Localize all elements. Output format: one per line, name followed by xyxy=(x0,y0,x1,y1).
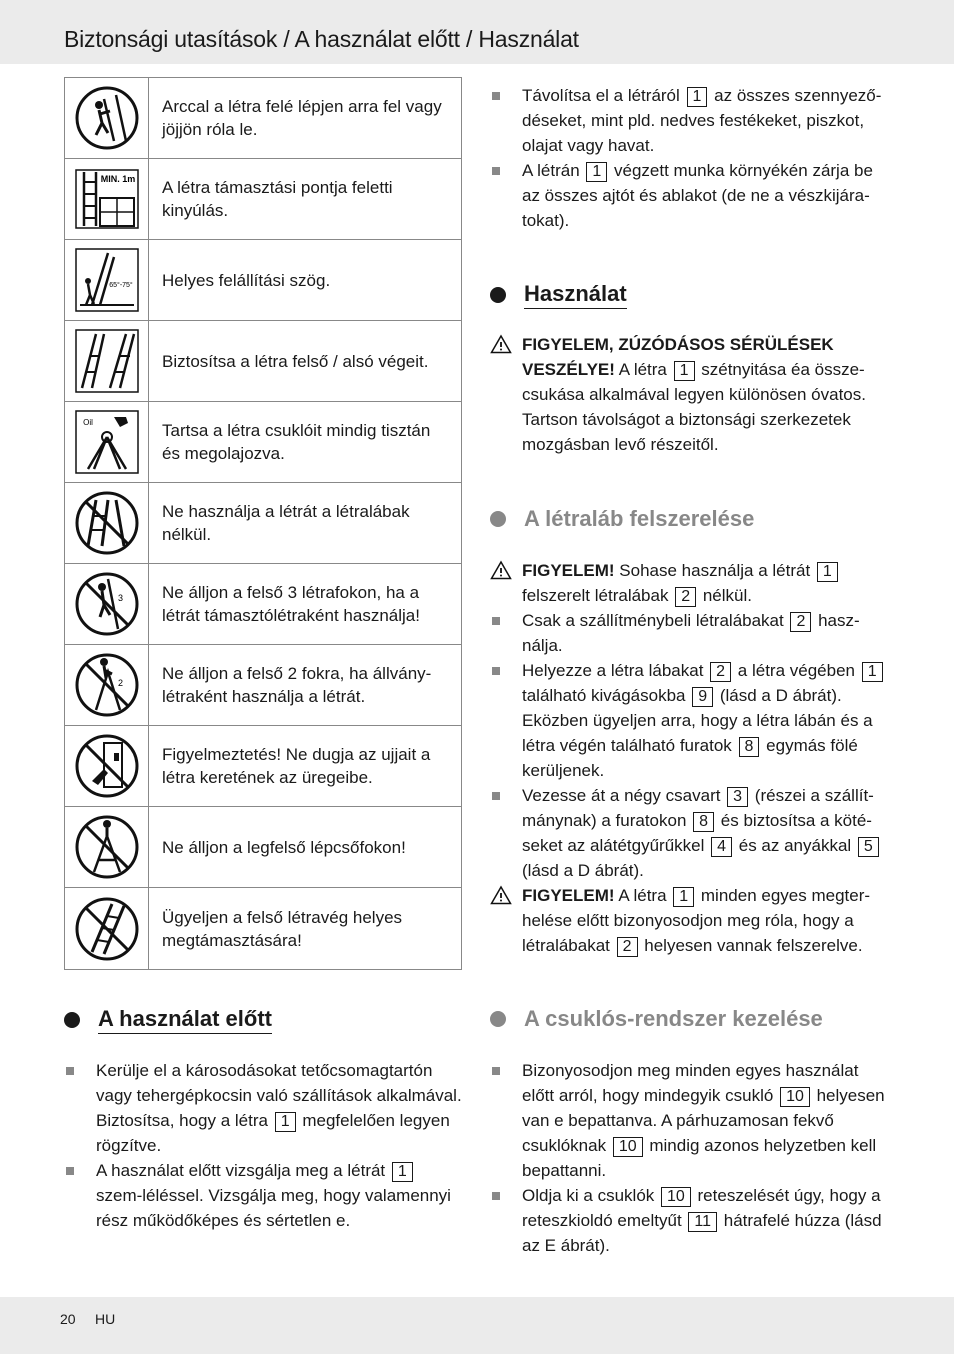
table-row xyxy=(65,564,461,645)
no-top-2-steps-icon xyxy=(74,652,140,718)
icon-label: 3 xyxy=(117,593,123,603)
text-run: Kerülje el a károsodásokat tetőcsomagtartón vagy tehergépkocsin való szállítások alkalmával. Biztosítsa, hogy a létra xyxy=(96,1061,462,1130)
part-number-box: 2 xyxy=(790,612,811,632)
part-number-box: 11 xyxy=(688,1212,717,1232)
table-text: Arccal a létra felé lépjen arra fel vagy jöjjön róla le. xyxy=(162,97,442,139)
text-run: (lásd a D ábrát). Eközben ügyeljen arra, hogy a létra lábán és a létra végén található furatok xyxy=(522,686,873,755)
ladder-extension-min-1m-icon xyxy=(74,168,140,230)
text-run: reteszelését úgy, hogy a reteszkioldó emeltyűt xyxy=(522,1186,881,1230)
part-number-box: 1 xyxy=(673,887,694,907)
ladder-secure-ends-icon xyxy=(74,328,140,394)
text-run: a létra végében xyxy=(733,661,860,680)
text-run: található kivágásokba xyxy=(522,686,691,705)
warning-triangle-icon xyxy=(490,334,512,354)
text-run: felszerelt létralábak xyxy=(522,586,674,605)
text-run: (lásd a D ábrát). xyxy=(522,861,644,880)
text-run: az összes szennyező-déseket, mint pld. nedves festékeket, piszkot, olajat vagy havat. xyxy=(522,86,882,155)
language-code: HU xyxy=(95,1311,116,1327)
list-item xyxy=(490,1183,892,1258)
table-row xyxy=(65,483,461,564)
table-row xyxy=(65,321,461,402)
part-number-box: 1 xyxy=(817,562,838,582)
climb-facing-ladder-icon xyxy=(74,85,140,151)
text-run: helyesen van e bepattanva. A párhuzamosan fekvő csuklóknak xyxy=(522,1086,885,1155)
list-item xyxy=(490,158,892,233)
warning-item: FIGYELEM! A létra 1 minden egyes megter-helése előtt bizonyosodjon meg róla, hogy a létralábakat 2 helyesen vannak felszerelve. xyxy=(490,883,892,958)
table-text: A létra támasztási pontja feletti kinyúlás. xyxy=(162,178,393,220)
part-number-box: 1 xyxy=(275,1112,296,1132)
part-number-box: 5 xyxy=(858,837,879,857)
icon-label: 2 xyxy=(117,678,123,688)
part-number-box: 2 xyxy=(675,587,696,607)
safety-table xyxy=(64,77,462,970)
right-top-list xyxy=(490,83,892,233)
feet-heading: A létraláb felszerelése xyxy=(490,506,754,532)
part-number-box: 1 xyxy=(862,662,883,682)
part-number-box: 10 xyxy=(661,1187,691,1207)
no-ladder-without-feet-icon xyxy=(74,490,140,556)
part-number-box: 1 xyxy=(687,87,708,107)
table-text: Ne használja a létrát a létralábak nélkül. xyxy=(162,502,410,544)
text-run: Sohase használja a létrát xyxy=(614,561,815,580)
part-number-box: 1 xyxy=(392,1162,413,1182)
list-item xyxy=(490,1058,892,1183)
joints-list xyxy=(490,1058,892,1258)
part-number-box: 8 xyxy=(739,737,760,757)
text-run: nélkül. xyxy=(698,586,752,605)
table-row xyxy=(65,78,461,159)
table-text: Ne álljon a felső 2 fokra, ha állvány-létraként használja a létrát. xyxy=(162,664,432,706)
text-run: A létrán xyxy=(522,161,585,180)
icon-label: Oil xyxy=(82,418,93,427)
table-text: Ne álljon a felső 3 létrafokon, ha a létrát támasztólétraként használja! xyxy=(162,583,420,625)
text-run: végzett munka környékén zárja be az összes ajtót és ablakot (de ne a vészkijára-tokat). xyxy=(522,161,873,230)
table-text: Helyes felállítási szög. xyxy=(162,270,331,290)
before-use-heading: A használat előtt xyxy=(64,1006,272,1034)
text-run: Csak a szállítménybeli létralábakat xyxy=(522,611,789,630)
table-row xyxy=(65,402,461,483)
warning-triangle-icon xyxy=(490,560,512,580)
table-text: Ügyeljen a felső létravég helyes megtámasztására! xyxy=(162,907,403,950)
feet-list xyxy=(490,558,892,958)
oil-joints-icon xyxy=(74,409,140,475)
text-run: szem-léléssel. Vizsgálja meg, hogy valamennyi rész működőképes és sértetlen e. xyxy=(96,1186,451,1230)
part-number-box: 4 xyxy=(711,837,732,857)
table-text: Ne álljon a legfelső lépcsőfokon! xyxy=(162,837,406,857)
text-run: szétnyitása éa össze-csukása alkalmával legyen különösen óvatos. Tartson távolságot a biztonsági szerkezetek mozgásban levő részeitől. xyxy=(522,360,866,454)
table-row xyxy=(65,645,461,726)
text-run: Bizonyosodjon meg minden egyes használat előtt arról, hogy mindegyik csukló xyxy=(522,1061,859,1105)
list-item xyxy=(490,83,892,158)
part-number-box: 10 xyxy=(613,1137,643,1157)
part-number-box: 9 xyxy=(692,687,713,707)
page-header xyxy=(0,0,954,64)
text-run: Vezesse át a négy csavart xyxy=(522,786,726,805)
no-fingers-in-frame-icon xyxy=(74,733,140,799)
before-use-list xyxy=(64,1058,464,1233)
text-run: (részei a szállít-mánynak) a furatokon xyxy=(522,786,874,830)
part-number-box: 2 xyxy=(710,662,731,682)
usage-warning xyxy=(490,332,892,457)
table-row xyxy=(65,726,461,807)
text-run: és az anyákkal xyxy=(734,836,856,855)
no-top-step-icon xyxy=(74,814,140,880)
list-item xyxy=(490,783,892,883)
part-number-box: 8 xyxy=(693,812,714,832)
text-run: és biztosítsa a köté-seket az alátétgyűrűkkel xyxy=(522,811,872,855)
table-row xyxy=(65,159,461,240)
part-number-box: 1 xyxy=(674,361,695,381)
page-footer xyxy=(0,1297,954,1354)
text-run: Helyezze a létra lábakat xyxy=(522,661,709,680)
text-run: minden egyes megter-helése előtt bizonyosodjon meg róla, hogy a létralábakat xyxy=(522,886,871,955)
no-top-3-rungs-icon xyxy=(74,571,140,637)
usage-heading: Használat xyxy=(490,281,627,309)
page-number: 20 xyxy=(60,1311,76,1327)
text-run: mindig azonos helyzetben kell bepattanni. xyxy=(522,1136,877,1180)
page-title: Biztonsági utasítások / A használat előtt / Használat xyxy=(64,26,579,52)
list-item xyxy=(64,1058,464,1158)
table-text: Biztosítsa a létra felső / alsó végeit. xyxy=(162,351,429,371)
text-run: A létra xyxy=(614,886,672,905)
part-number-box: 2 xyxy=(617,937,638,957)
table-text: Figyelmeztetés! Ne dugja az ujjait a létra keretének az üregeibe. xyxy=(162,745,431,787)
warning-item: FIGYELEM, ZÚZÓDÁSOS SÉRÜLÉSEK VESZÉLYE! A létra 1 szétnyitása éa össze-csukása alkalmával legyen különösen óvatos. Tartson távolságot a biztonsági szerkezetek mozgásban levő részeitől. xyxy=(490,332,892,457)
part-number-box: 10 xyxy=(780,1087,810,1107)
table-row xyxy=(65,888,461,969)
text-run: A létra xyxy=(614,360,672,379)
icon-label: 65°-75° xyxy=(108,282,133,289)
text-run: egymás fölé kerüljenek. xyxy=(522,736,858,780)
list-item xyxy=(490,608,892,658)
part-number-box: 1 xyxy=(586,162,607,182)
ladder-top-support-icon xyxy=(74,896,140,962)
text-run: hasz-nálja. xyxy=(522,611,860,655)
table-row xyxy=(65,807,461,888)
ladder-angle-icon xyxy=(74,247,140,313)
text-run: megfelelően legyen rögzítve. xyxy=(96,1111,450,1155)
list-item xyxy=(64,1158,464,1233)
icon-label: MIN. 1m xyxy=(100,174,135,184)
table-row xyxy=(65,240,461,321)
text-run: Oldja ki a csuklók xyxy=(522,1186,659,1205)
warning-item: FIGYELEM! Sohase használja a létrát 1 felszerelt létralábak 2 nélkül. xyxy=(490,558,892,608)
joints-heading: A csuklós-rendszer kezelése xyxy=(490,1006,823,1032)
text-run: A használat előtt vizsgálja meg a létrát xyxy=(96,1161,390,1180)
text-run: hátrafelé húzza (lásd az E ábrát). xyxy=(522,1211,882,1255)
text-run: Távolítsa el a létráról xyxy=(522,86,685,105)
text-run: helyesen vannak felszerelve. xyxy=(639,936,863,955)
part-number-box: 3 xyxy=(727,787,748,807)
table-text: Tartsa a létra csuklóit mindig tisztán és megolajozva. xyxy=(162,421,431,463)
warning-triangle-icon xyxy=(490,885,512,905)
list-item xyxy=(490,658,892,783)
